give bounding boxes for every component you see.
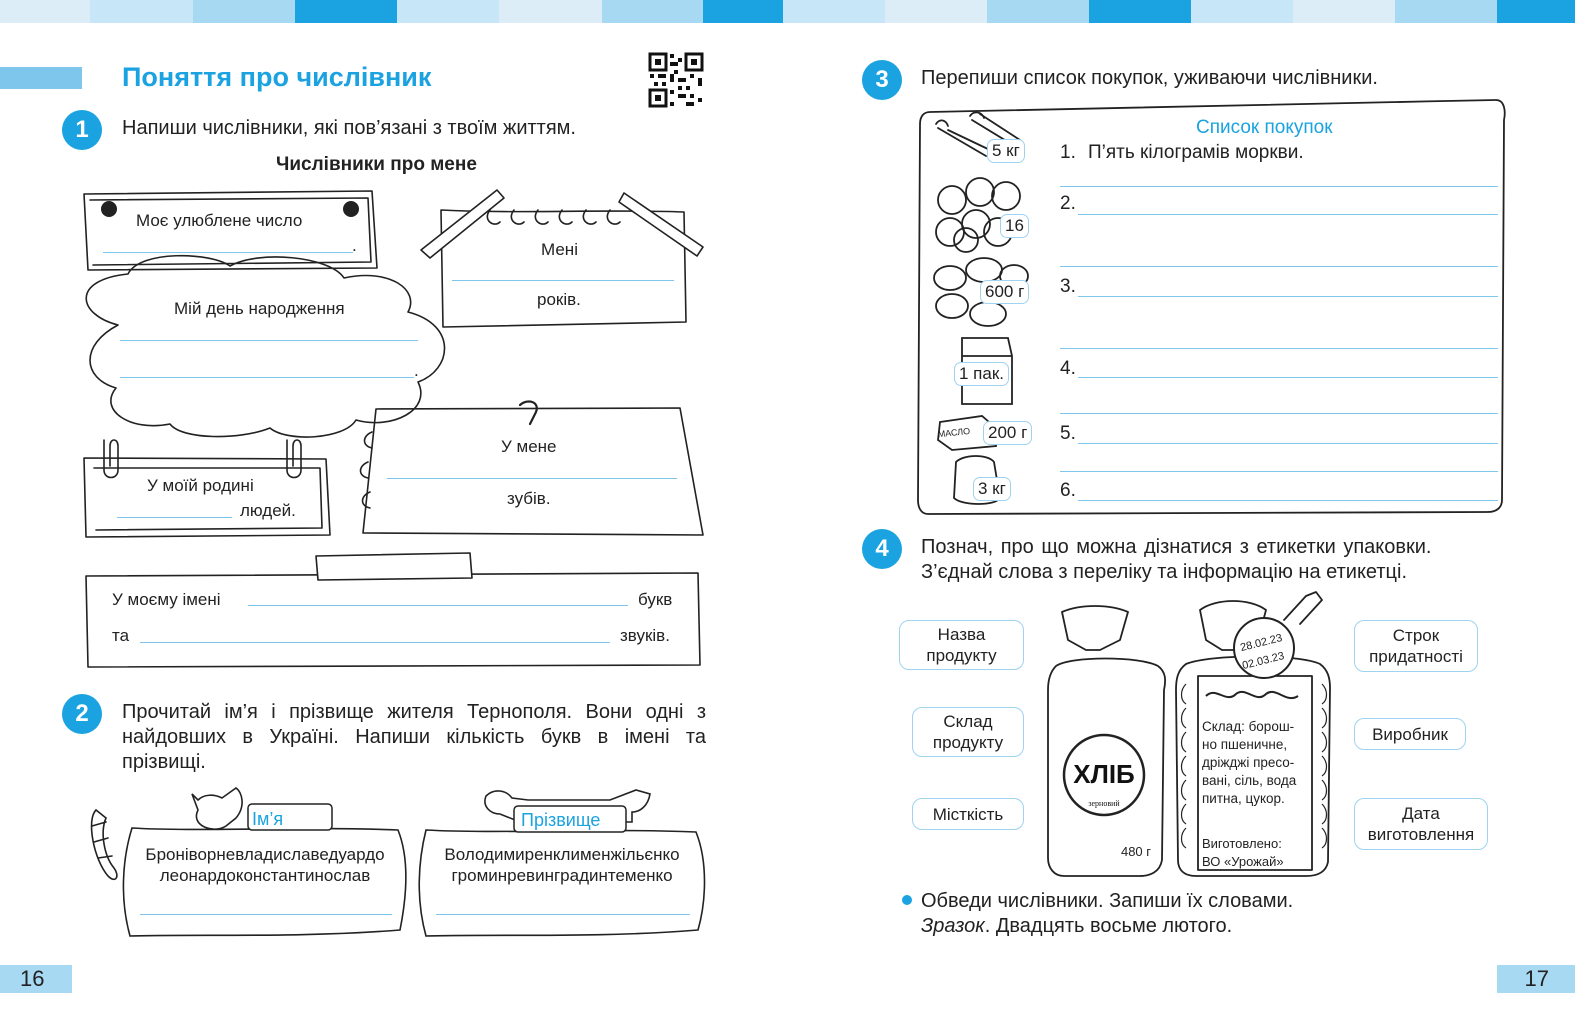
task-3-number: 3 bbox=[862, 60, 902, 100]
bullet-line-2 bbox=[921, 914, 1232, 939]
task-4-number: 4 bbox=[862, 529, 902, 569]
favorite-number-end: . bbox=[352, 236, 357, 255]
age-top-label: Мені bbox=[541, 240, 578, 259]
bread-producer-line-1: Виготовлено: bbox=[1202, 836, 1282, 851]
bullet-dot bbox=[902, 895, 912, 905]
list-item-1-text: П’ять кілограмів моркви. bbox=[1088, 142, 1304, 163]
task-1-text: Напиши числівники, які пов’язані з твоїм життям. bbox=[122, 117, 576, 139]
long-name-line-2: леонардоконстантинослав bbox=[159, 866, 371, 885]
family-bottom-label: людей. bbox=[240, 501, 296, 520]
page-number-left: 16 bbox=[0, 965, 72, 993]
tag-composition-line-1: Склад bbox=[943, 712, 993, 731]
long-name-count-field[interactable] bbox=[140, 914, 392, 915]
teeth-top-label: У мене bbox=[501, 437, 557, 456]
qty-tag-milk: 1 пак. bbox=[954, 362, 1009, 386]
qty-tag-apples: 16 bbox=[1000, 214, 1029, 238]
qty-tag-carrots: 5 кг bbox=[987, 139, 1025, 163]
birthday-label: Мій день народження bbox=[174, 299, 345, 318]
tag-made-date-line-2: виготовлення bbox=[1367, 825, 1475, 844]
qty-tag-potatoes: 600 г bbox=[980, 280, 1029, 304]
list-item-1-number: 1. bbox=[1060, 142, 1076, 163]
name-letters-end: букв bbox=[638, 590, 673, 609]
favorite-number-label: Моє улюблене число bbox=[136, 211, 303, 230]
tag-expiry-line-2: придатності bbox=[1369, 647, 1463, 666]
bread-composition-line-4: вані, сіль, вода bbox=[1202, 773, 1297, 788]
name-tag-label: Ім’я bbox=[252, 809, 284, 829]
shopping-list-title: Список покупок bbox=[1196, 117, 1333, 138]
tag-composition-line-2: продукту bbox=[932, 733, 1004, 752]
bread-producer-line-2: ВО «Урожай» bbox=[1202, 854, 1284, 869]
bread-producer bbox=[1202, 835, 1284, 871]
list-item-2-number: 2. bbox=[1060, 193, 1076, 214]
bread-composition-line-2: но пшеничне, bbox=[1202, 737, 1288, 752]
bread-composition-line-5: питна, цукор. bbox=[1202, 791, 1285, 806]
butter-package-text: МАСЛО bbox=[937, 425, 971, 440]
list-item-3-number: 3. bbox=[1060, 276, 1076, 297]
long-surname-count-field[interactable] bbox=[436, 914, 690, 915]
age-bottom-label: років. bbox=[537, 290, 581, 309]
task-1-number: 1 bbox=[62, 110, 102, 150]
tag-producer-text: Виробник bbox=[1372, 724, 1448, 744]
bread-composition bbox=[1202, 718, 1296, 808]
list-item-5-number: 5. bbox=[1060, 423, 1076, 444]
task-3-text: Перепиши список покупок, уживаючи числівники. bbox=[921, 67, 1378, 89]
bread-subbrand-text: зерновий bbox=[1088, 799, 1120, 808]
page-title: Поняття про числівник bbox=[122, 62, 432, 92]
family-top-label: У моїй родині bbox=[147, 476, 254, 495]
teeth-bottom-label: зубів. bbox=[507, 489, 551, 508]
qty-tag-flour: 3 кг bbox=[973, 477, 1011, 501]
list-item-4-number: 4. bbox=[1060, 358, 1076, 379]
long-surname-line-2: громинревинградинтеменко bbox=[451, 866, 673, 885]
task-4-line-1: Познач, про що можна дізнатися з етикетки упаковки. bbox=[921, 536, 1432, 558]
bread-date-2: 02.03.23 bbox=[1241, 650, 1286, 673]
task-2-text: Прочитай ім’я і прізвище жителя Тернополя. Вони одні з найдовших в Україні. Напиши кількість букв в імені та прізвищі. bbox=[122, 701, 706, 773]
tag-product-name-line-2: продукту bbox=[926, 646, 997, 665]
tag-expiry-line-1: Строк bbox=[1392, 626, 1440, 645]
bread-composition-line-1: Склад: борош- bbox=[1202, 719, 1295, 734]
tag-made-date-line-1: Дата bbox=[1402, 804, 1440, 823]
example-label: Зразок bbox=[921, 915, 985, 937]
bread-brand-text: ХЛІБ bbox=[1073, 759, 1135, 789]
long-surname-line-1: Володимиренклименжільєнко bbox=[444, 845, 680, 864]
bullet-line-1: Обведи числівники. Запиши їх словами. bbox=[921, 890, 1294, 912]
bread-date-1: 28.02.23 bbox=[1239, 632, 1284, 655]
name-sounds-end: звуків. bbox=[620, 626, 670, 645]
tag-product-name-line-1: Назва bbox=[937, 625, 986, 644]
bread-weight-text: 480 г bbox=[1120, 844, 1152, 859]
task-2-number: 2 bbox=[62, 694, 102, 734]
task-4-line-2: З’єднай слова з переліку та інформацію на етикетці. bbox=[921, 561, 1407, 583]
task-1-subtitle: Числівники про мене bbox=[276, 154, 477, 175]
surname-tag-label: Прізвище bbox=[521, 810, 601, 830]
tag-volume-text: Місткість bbox=[932, 804, 1004, 824]
example-text: . Двадцять восьме лютого. bbox=[984, 915, 1233, 937]
page-number-right: 17 bbox=[1497, 965, 1575, 993]
name-sounds-label: та bbox=[112, 626, 130, 645]
long-name-line-1: Броніворневладиславедуардо bbox=[145, 845, 385, 864]
qty-tag-butter: 200 г bbox=[983, 421, 1032, 445]
list-item-6-number: 6. bbox=[1060, 480, 1076, 501]
name-letters-label: У моєму імені bbox=[112, 590, 221, 609]
birthday-end: . bbox=[414, 361, 419, 380]
bread-composition-line-3: дріжджі пресо- bbox=[1202, 755, 1295, 770]
